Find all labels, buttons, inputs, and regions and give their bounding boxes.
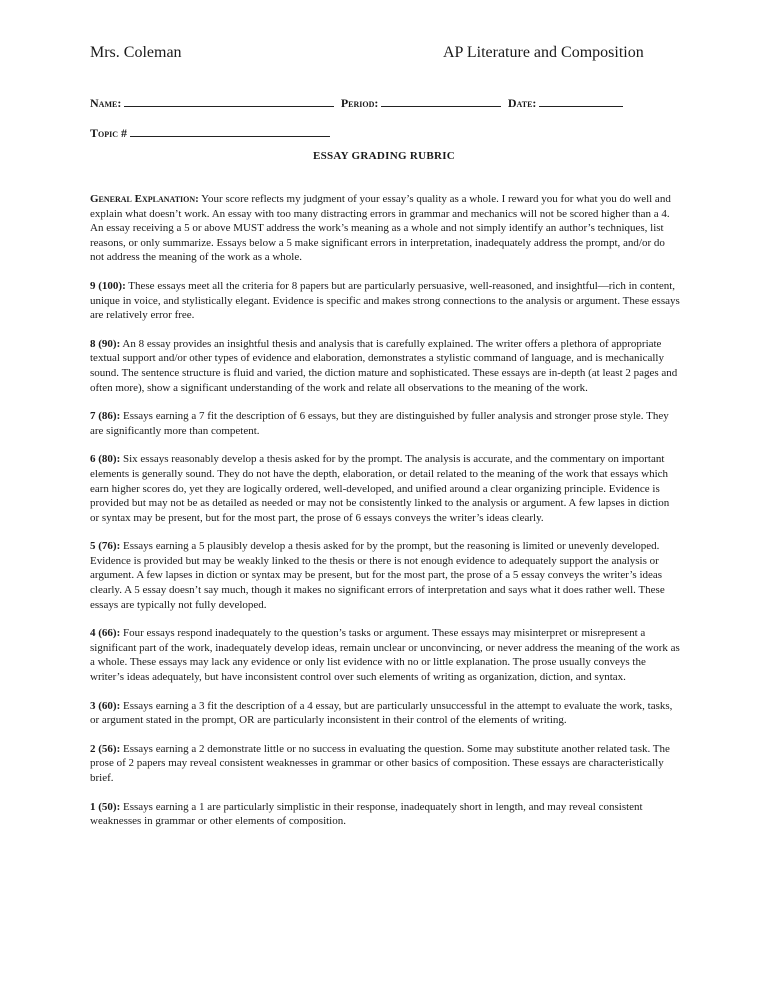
general-explanation-text: Your score reflects my judgment of your essay’s quality as a whole. I reward you for what you do well and explain what doesn’t work. An essay with too many distracting errors in grammar and mechanics will not be scored higher than a 4. An essay receiving a 5 or above MUST address the work’s meaning as a whole and not simply identify an author’s techniques, list reasons, or only summarize. Essays below a 5 make significant errors in interpretation, inadequately address the prompt, and/or do not address the meaning of the work as a whole. [90, 193, 671, 264]
topic-field [90, 126, 330, 141]
score-2 [90, 742, 680, 786]
score-3 [90, 699, 680, 728]
score-text: These essays meet all the criteria for 8 papers but are particularly persuasive, well-reasoned, and insightful—rich in content, unique in voice, and stylistically elegant. Evidence is specific and makes strong connections to the analysis or argument. These essays are relatively error free. [90, 279, 680, 322]
score-5 [90, 539, 680, 612]
score-text: Essays earning a 2 demonstrate little or no success in evaluating the question. Some may substitute another related task. The prose of 2 papers may reveal consistent weaknesses in grammar or other basics of composition. These essays are characteristically brief. [90, 742, 670, 784]
score-label: 6 (80): [90, 453, 121, 466]
rubric-body [90, 192, 680, 843]
score-label: 1 (50): [90, 800, 121, 813]
name-label: Name: [90, 96, 122, 110]
score-text: Essays earning a 1 are particularly simplistic in their response, inadequately short in length, and may reveal consistent weaknesses in grammar or other elements of composition. [90, 800, 643, 828]
topic-blank [130, 126, 330, 137]
course-title: AP Literature and Composition [443, 44, 644, 61]
score-text: Six essays reasonably develop a thesis asked for by the prompt. The analysis is accurate, and the commentary on important elements is generally sound. They do not have the depth, elaboration, or detail related to the meaning of the work that essays which earn higher scores do, yet they are logically ordered, well-developed, and unified around a clear organizing principle. Evidence is provided but may not be as detailed as needed or may not be consistently linked to the analysis or argument. A few lapses in diction or syntax may be present, but for the most part, the prose of 6 essays conveys the writer’s ideas clearly. [90, 453, 670, 524]
score-label: 8 (90): [90, 337, 121, 350]
period-label: Period: [340, 96, 379, 110]
score-text: Four essays respond inadequately to the question’s tasks or argument. These essays may misinterpret or misrepresent a significant part of the work, inadequately develop ideas, remain unclear or unconvincing, or never address the meaning of the work as a whole. These essays may lack any evidence or only list evidence with no or little explanation. The prose usually conveys the writer’s ideas adequately, but have inconsistent control over such elements of writing as organization, diction, and syntax. [90, 627, 680, 684]
score-8 [90, 337, 680, 395]
topic-label: Topic # [90, 126, 128, 140]
score-6 [90, 452, 680, 525]
name-blank [124, 96, 334, 107]
score-label: 5 (76): [90, 540, 121, 553]
score-7 [90, 409, 680, 438]
score-text: Essays earning a 3 fit the description of a 4 essay, but are particularly unsuccessful in the attempt to evaluate the work, tasks, or argument stated in the prompt, OR are particularly inconsistent in their control of the elements of writing. [90, 699, 673, 727]
date-label: Date: [507, 96, 537, 110]
score-text: Essays earning a 5 plausibly develop a thesis asked for by the prompt, but the reasoning is limited or unevenly developed. Evidence is provided but may be weakly linked to the thesis or there is not enough evidence to adequately support the analysis or argument. A few lapses in diction or syntax may be present, but for the most part, the prose of a 5 essay conveys the writer’s ideas clearly. A 5 essay doesn’t say much, though it makes no significant errors of interpretation and says what it does rather well. These essays are typically not fully developed. [90, 540, 665, 611]
general-explanation [90, 192, 680, 265]
rubric-title: ESSAY GRADING RUBRIC [312, 150, 456, 162]
student-info-fields [90, 96, 623, 111]
general-explanation-label: General Explanation: [90, 193, 199, 205]
score-text: An 8 essay provides an insightful thesis and analysis that is carefully explained. The writer offers a plethora of appropriate textual support and/or other types of evidence and elaboration, demonstrates a stylistic command of language, and is mechanically sound. The sentence structure is fluid and varied, the diction mature and sophisticated. These essays are in-depth (at least 2 pages and often more), show a significant understanding of the work and relate all observations to the meaning of the work. [90, 337, 678, 394]
score-4 [90, 626, 680, 684]
teacher-name: Mrs. Coleman [90, 44, 182, 61]
score-1 [90, 800, 680, 829]
date-blank [539, 96, 623, 107]
score-label: 7 (86): [90, 410, 121, 423]
score-label: 9 (100): [90, 279, 126, 292]
score-label: 3 (60): [90, 699, 121, 712]
score-label: 2 (56): [90, 742, 121, 755]
score-9 [90, 279, 680, 323]
score-label: 4 (66): [90, 627, 121, 640]
period-blank [381, 96, 501, 107]
score-text: Essays earning a 7 fit the description of 6 essays, but they are distinguished by fuller analysis and stronger prose style. They are significantly more than competent. [90, 410, 669, 437]
